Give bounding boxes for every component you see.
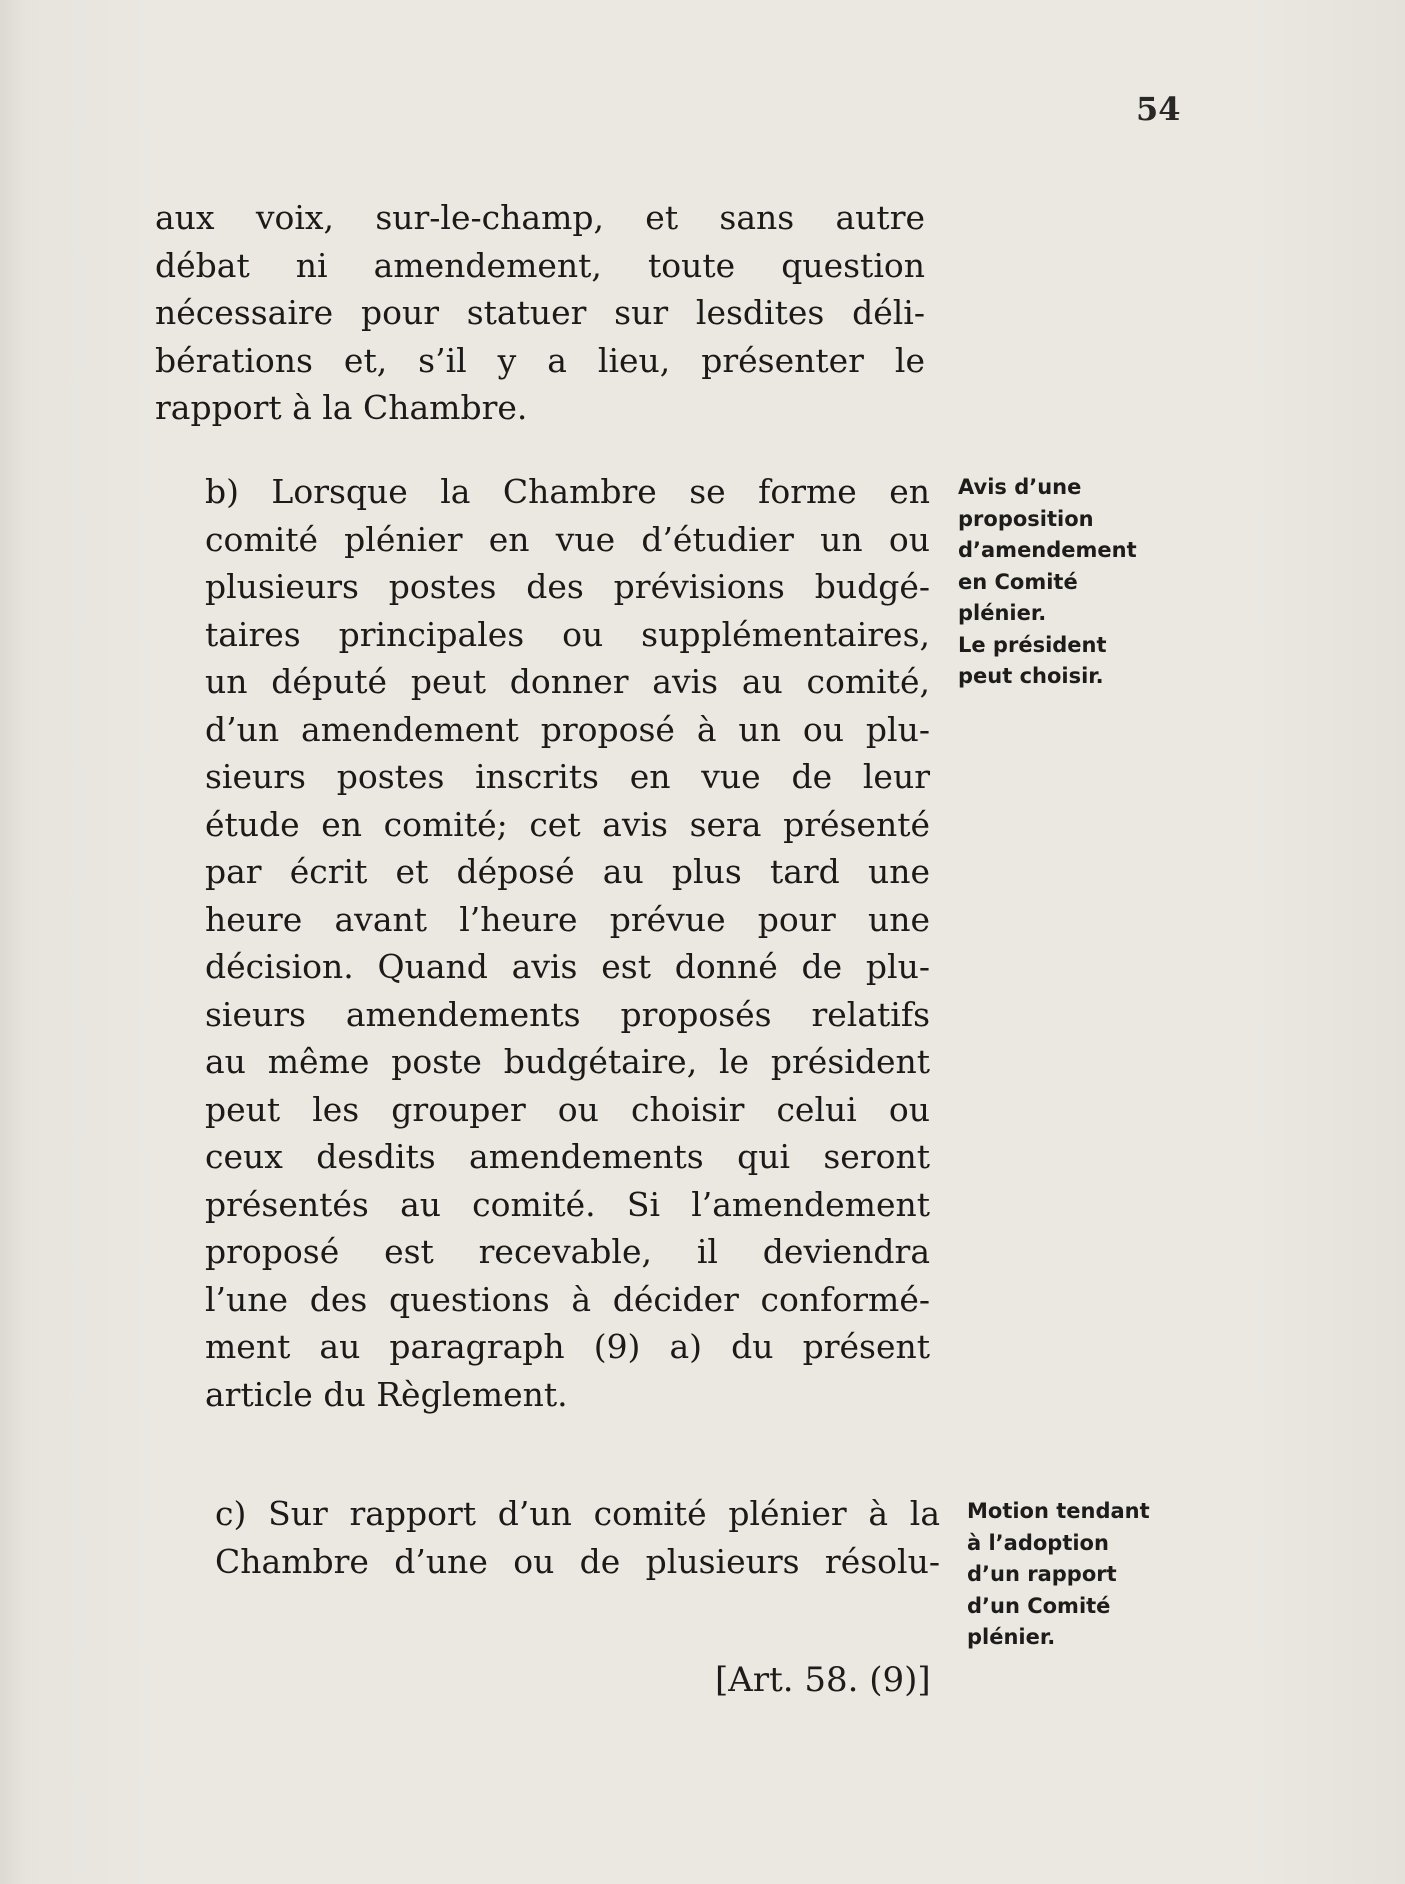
paragraph-c xyxy=(215,1490,940,1585)
text-line: plusieurs postes des prévisions budgé- xyxy=(205,567,930,606)
text-line: peut les grouper ou choisir celui ou xyxy=(205,1089,930,1129)
text-line: article du Règlement. xyxy=(205,1374,568,1414)
paragraph-b xyxy=(205,468,930,1418)
text-line: l’une des questions à décider conformé- xyxy=(205,1279,930,1319)
marginal-note-line: d’un Comité xyxy=(967,1593,1111,1618)
text-line: par écrit et déposé au plus tard une xyxy=(205,852,930,891)
text-line: heure avant l’heure prévue pour une xyxy=(205,899,930,939)
marginal-note-line: à l’adoption xyxy=(967,1530,1109,1555)
marginal-note-b xyxy=(958,472,1137,693)
text-line: étude en comité; cet avis sera présenté xyxy=(205,804,930,844)
text-line: comité plénier en vue d’étudier un ou xyxy=(205,519,930,559)
marginal-note-line: d’un rapport xyxy=(967,1562,1117,1586)
marginal-note-line: Le président xyxy=(958,632,1107,657)
text-line: proposé est recevable, il deviendra xyxy=(205,1232,930,1271)
marginal-note-line: Motion tendant xyxy=(967,1499,1150,1523)
text-line: un député peut donner avis au comité, xyxy=(205,662,930,701)
text-line: ment au paragraph (9) a) du présent xyxy=(205,1327,930,1366)
text-line: présentés au comité. Si l’amendement xyxy=(205,1184,930,1224)
page-number: 54 xyxy=(1136,90,1181,128)
text-line: ceux desdits amendements qui seront xyxy=(205,1137,930,1176)
text-line: c) Sur rapport d’un comité plénier à la xyxy=(215,1494,940,1533)
marginal-note-c xyxy=(967,1496,1150,1654)
text-line: b) Lorsque la Chambre se forme en xyxy=(205,472,930,511)
text-line: au même poste budgétaire, le président xyxy=(205,1042,930,1081)
text-line: débat ni amendement, toute question xyxy=(155,245,925,285)
text-line: sieurs amendements proposés relatifs xyxy=(205,994,930,1034)
text-line: nécessaire pour statuer sur lesdites déli- xyxy=(155,293,925,332)
marginal-note-line: plénier. xyxy=(967,1625,1056,1649)
article-reference: [Art. 58. (9)] xyxy=(715,1660,931,1700)
text-line: bérations et, s’il y a lieu, présenter le xyxy=(155,340,925,380)
marginal-note-line: plénier. xyxy=(958,601,1047,625)
marginal-note-line: proposition xyxy=(958,506,1094,531)
text-line: décision. Quand avis est donné de plu- xyxy=(205,947,930,986)
text-line: taires principales ou supplémentaires, xyxy=(205,614,930,654)
text-line: Chambre d’une ou de plusieurs résolu- xyxy=(215,1541,940,1581)
marginal-note-line: d’amendement xyxy=(958,538,1137,562)
marginal-note-line: Avis d’une xyxy=(958,475,1082,499)
text-line: rapport à la Chambre. xyxy=(155,388,528,427)
text-line: d’un amendement proposé à un ou plu- xyxy=(205,709,930,749)
paragraph-a xyxy=(155,194,925,432)
marginal-note-line: peut choisir. xyxy=(958,664,1104,688)
text-line: aux voix, sur-le-champ, et sans autre xyxy=(155,198,925,237)
marginal-note-line: en Comité xyxy=(958,569,1078,594)
text-line: sieurs postes inscrits en vue de leur xyxy=(205,757,930,796)
